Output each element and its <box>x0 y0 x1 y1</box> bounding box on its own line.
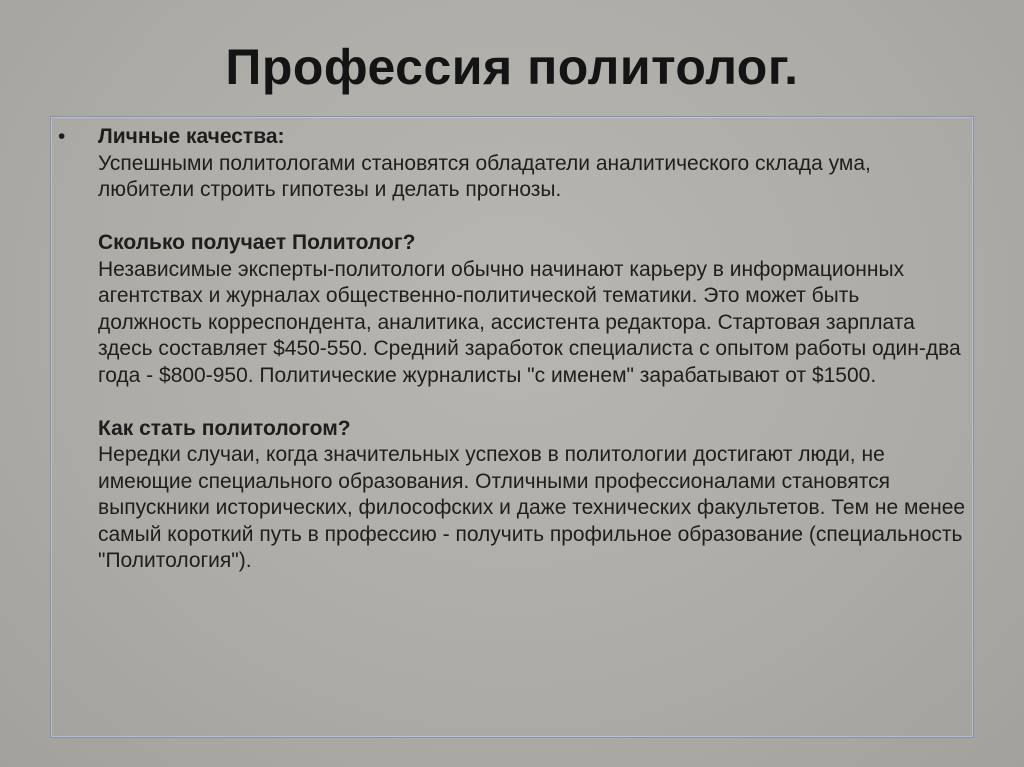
section-text: Успешными политологами становятся обладатели аналитического склада ума, любители строить гипотезы и делать прогнозы. <box>98 151 871 201</box>
content-body <box>98 124 968 601</box>
bullet-marker: • <box>58 125 66 148</box>
section-personal-qualities <box>98 124 968 204</box>
section-salary <box>98 230 968 389</box>
slide-title: Профессия политолог. <box>225 39 799 95</box>
section-text: Независимые эксперты-политологи обычно начинают карьеру в информационных агентствах и журналах общественно-политической тематики. Это может быть должность корреспондента, аналитика, ассистента редактора. Стартовая зарплата здесь составляет $450-550. Средний заработок специалиста с опытом работы один-два года - $800-950. Политические журналисты "с именем" зарабатывают от $1500. <box>98 257 961 387</box>
section-heading: Как стать политологом? <box>98 416 351 440</box>
section-how-to-become <box>98 416 968 575</box>
section-heading: Личные качества: <box>98 125 285 148</box>
section-text: Нередки случаи, когда значительных успехов в политологии достигают люди, не имеющие специального образования. Отличными профессионалами становятся выпускники исторических, философских и даже технических факультетов. Тем не менее самый короткий путь в профессию - получить профильное образование (специальность "Политология"). <box>98 443 966 572</box>
section-heading: Сколько получает Политолог? <box>98 231 416 254</box>
